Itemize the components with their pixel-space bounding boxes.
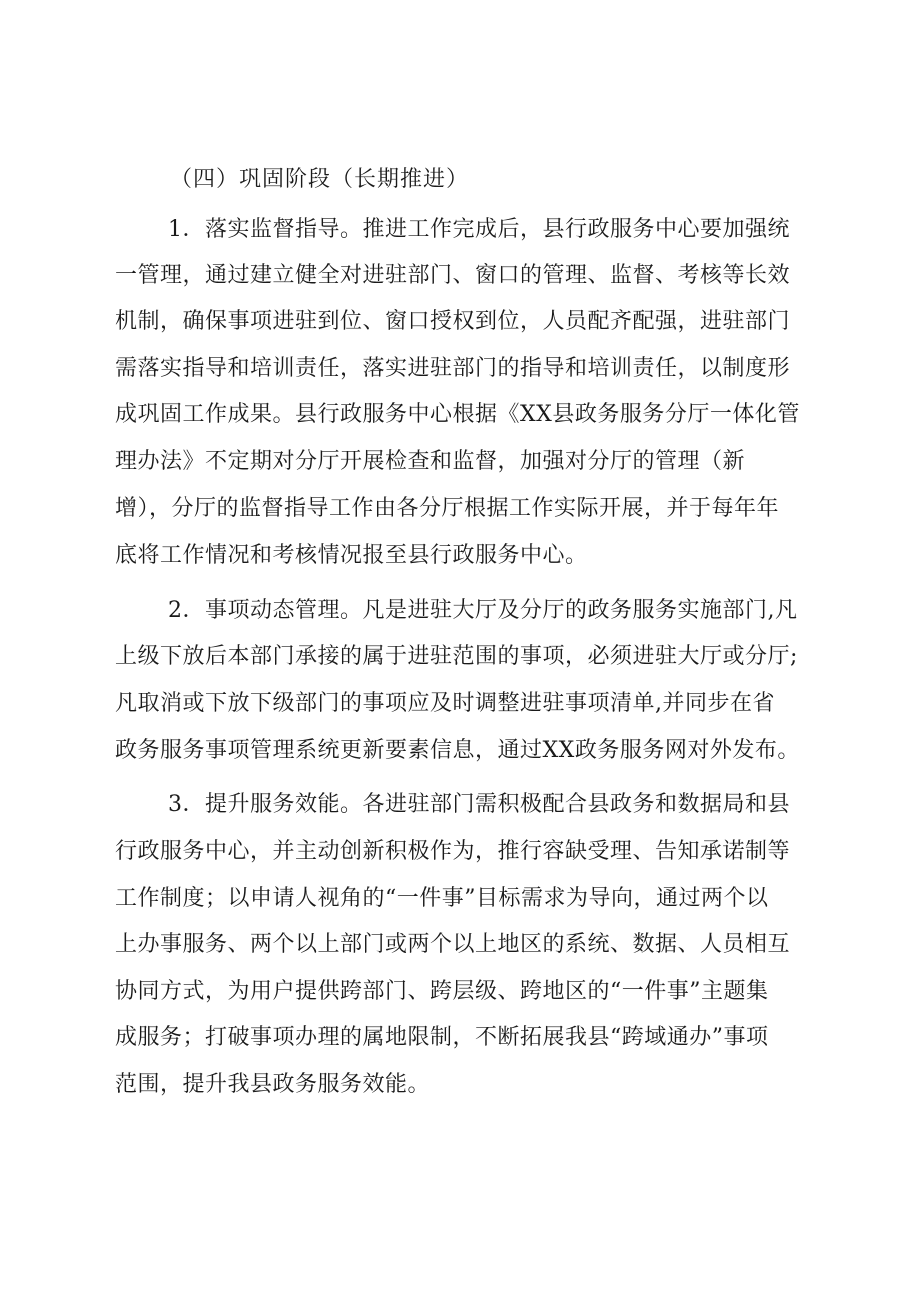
paragraph-3-line-2: 行政服务中心，并主动创新积极作为，推行容缺受理、告知承诺制等 xyxy=(115,839,791,864)
paragraph-3-line-6: 成服务；打破事项办理的属地限制，不断拓展我县“跨域通办”事项 xyxy=(115,1025,769,1050)
paragraph-1-line-5: 成巩固工作成果。县行政服务中心根据《XX县政务服务分厅一体化管 xyxy=(115,402,800,427)
section-heading: （四）巩固阶段（长期推进） xyxy=(170,167,470,192)
paragraph-3-line-5: 协同方式，为用户提供跨部门、跨层级、跨地区的“一件事”主题集 xyxy=(115,979,769,1004)
paragraph-1-line-2: 一管理，通过建立健全对进驻部门、窗口的管理、监督、考核等长效 xyxy=(115,263,791,288)
paragraph-2-line-1: 2．事项动态管理。凡是进驻大厅及分厅的政务服务实施部门,凡 xyxy=(168,598,798,623)
paragraph-1-line-4: 需落实指导和培训责任，落实进驻部门的指导和培训责任，以制度形 xyxy=(115,356,791,381)
paragraph-3-line-3: 工作制度；以申请人视角的“一件事”目标需求为导向，通过两个以 xyxy=(115,886,769,911)
paragraph-2-line-3: 凡取消或下放下级部门的事项应及时调整进驻事项清单,并同步在省 xyxy=(115,691,775,716)
paragraph-3-line-1: 3．提升服务效能。各进驻部门需积极配合县政务和数据局和县 xyxy=(168,792,790,817)
paragraph-1-line-6: 理办法》不定期对分厅开展检查和监督，加强对分厅的管理（新 xyxy=(115,449,746,474)
paragraph-3-line-4: 上办事服务、两个以上部门或两个以上地区的系统、数据、人员相互 xyxy=(115,932,791,957)
paragraph-2-line-2: 上级下放后本部门承接的属于进驻范围的事项，必须进驻大厅或分厅; xyxy=(115,644,798,669)
paragraph-1-line-7: 增），分厅的监督指导工作由各分厅根据工作实际开展，并于每年年 xyxy=(115,496,780,521)
paragraph-1-line-1: 1．落实监督指导。推进工作完成后，县行政服务中心要加强统 xyxy=(168,217,790,242)
paragraph-3-line-7: 范围，提升我县政务服务效能。 xyxy=(115,1072,431,1097)
paragraph-1-line-8: 底将工作情况和考核情况报至县行政服务中心。 xyxy=(115,543,588,568)
paragraph-1-line-3: 机制，确保事项进驻到位、窗口授权到位，人员配齐配强，进驻部门 xyxy=(115,309,791,334)
paragraph-2-line-4: 政务服务事项管理系统更新要素信息，通过XX政务服务网对外发布。 xyxy=(115,738,800,763)
